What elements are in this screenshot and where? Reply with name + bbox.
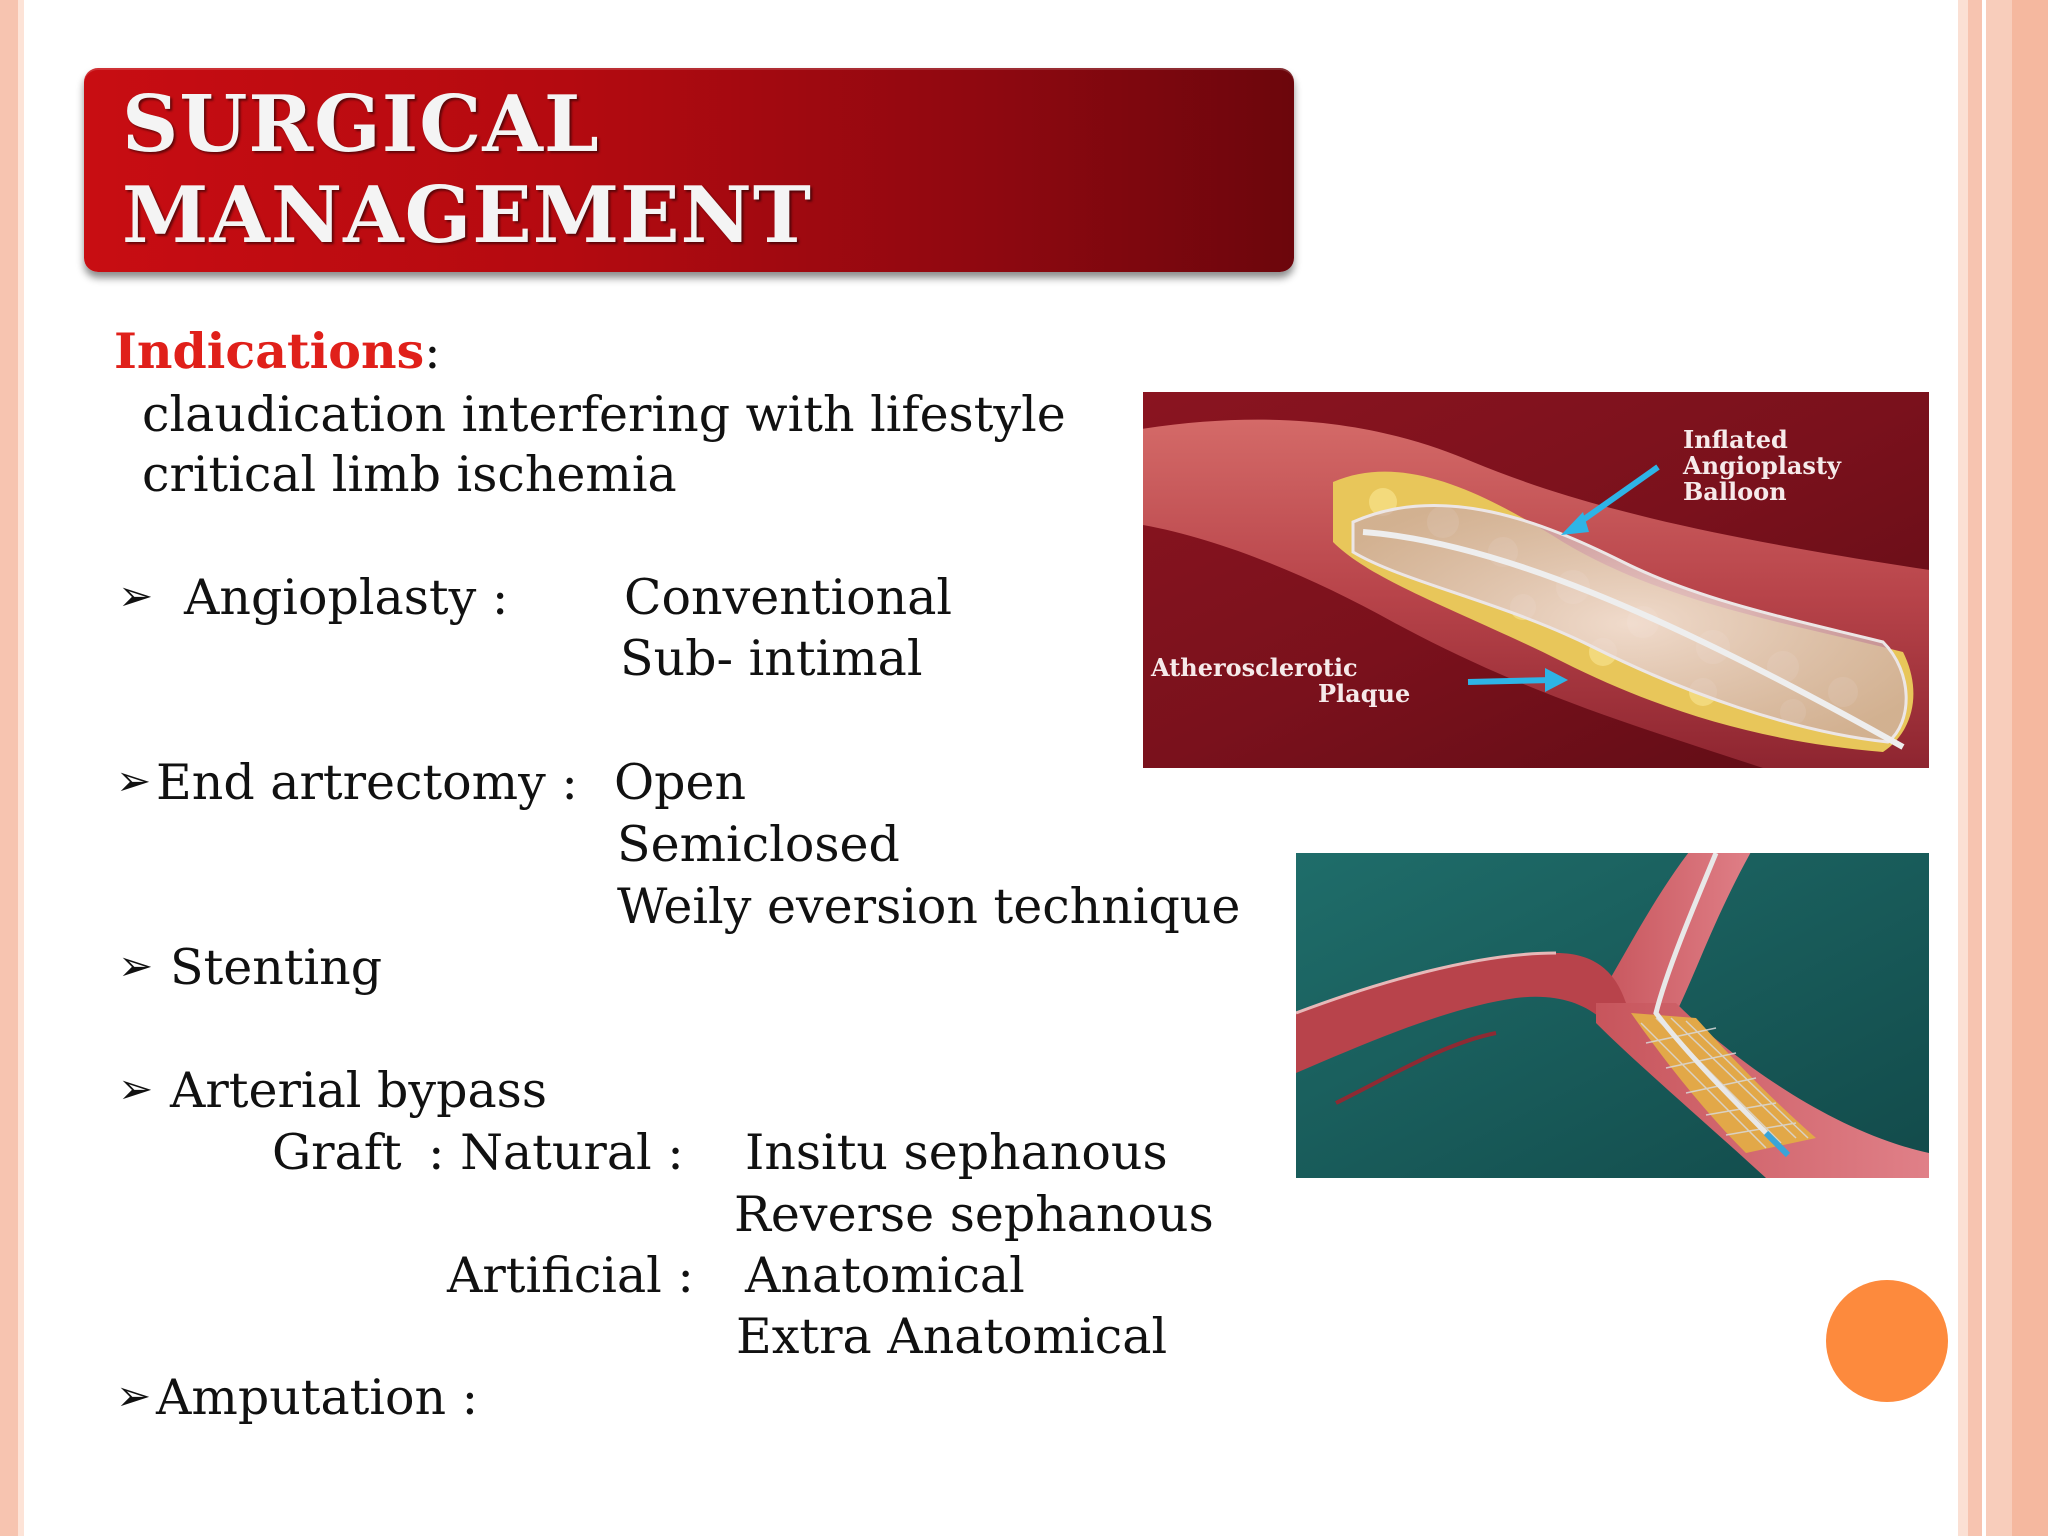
amputation-label: Amputation :	[156, 1369, 479, 1426]
angioplasty-option: Sub- intimal	[620, 630, 923, 687]
indication-item: critical limb ischemia	[142, 446, 677, 503]
endarterectomy-option: Semiclosed	[617, 816, 900, 873]
artificial-label: Artificial :	[447, 1247, 694, 1304]
natural-option: Reverse sephanous	[734, 1186, 1214, 1243]
slide-title: SURGICAL MANAGEMENT	[122, 79, 812, 261]
graft-label: Graft	[272, 1124, 402, 1181]
indications-heading: Indications:	[114, 322, 441, 380]
title-banner	[84, 68, 1294, 272]
bullet-arrow-icon: ➢	[116, 1371, 152, 1420]
indications-label: Indications	[114, 322, 425, 380]
stenting-label: Stenting	[170, 939, 383, 996]
angioplasty-balloon-illustration	[1143, 392, 1929, 768]
left-border-stripe	[0, 0, 18, 1536]
label-inflated: Inflated	[1683, 425, 1788, 454]
endarterectomy-option: Open	[614, 754, 747, 811]
bullet-arrow-icon: ➢	[118, 1064, 154, 1113]
label-angioplasty: Angioplasty	[1683, 451, 1841, 480]
endarterectomy-label: End artrectomy :	[156, 754, 578, 811]
bullet-arrow-icon: ➢	[118, 941, 154, 990]
left-border-stripe-inner	[18, 0, 24, 1536]
bypass-label: Arterial bypass	[170, 1062, 547, 1119]
right-border-stripe	[1968, 0, 1982, 1536]
angioplasty-label: Angioplasty :	[184, 569, 509, 626]
decorative-circle	[1826, 1280, 1948, 1402]
angioplasty-option: Conventional	[624, 569, 953, 626]
artificial-option: Extra Anatomical	[736, 1308, 1168, 1365]
label-balloon: Balloon	[1683, 477, 1787, 506]
bullet-arrow-icon: ➢	[118, 571, 154, 620]
endarterectomy-option: Weily eversion technique	[617, 878, 1241, 935]
bullet-arrow-icon: ➢	[116, 756, 152, 805]
natural-option: Insitu sephanous	[745, 1124, 1168, 1181]
stent-illustration	[1296, 853, 1929, 1178]
natural-label: : Natural :	[428, 1124, 684, 1181]
label-atherosclerotic: Atherosclerotic	[1151, 653, 1358, 682]
right-border-stripe	[1986, 0, 2012, 1536]
right-border-stripe	[2012, 0, 2048, 1536]
right-border-stripe	[1958, 0, 1968, 1536]
indication-item: claudication interfering with lifestyle	[142, 386, 1066, 443]
label-plaque: Plaque	[1318, 679, 1411, 708]
artificial-option: Anatomical	[745, 1247, 1025, 1304]
